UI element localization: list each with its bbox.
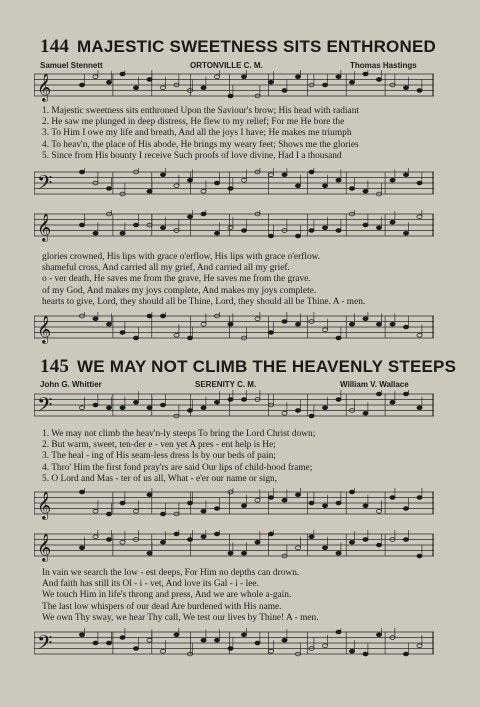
hymn-number: 144 (40, 36, 70, 57)
lyric-line: 1. We may not climb the heav'n-ly steeps To bring the Lord Christ down; (42, 429, 316, 439)
lyric-line: hearts to give, Lord, they should all be Thine, Lord, they should all be Thine. A - men. (42, 296, 366, 307)
staff-system (34, 312, 434, 344)
lyric-line: shameful cross, And carried all my grief, And carried all my grief. (42, 263, 290, 274)
hymn-144-title (40, 36, 470, 58)
hymn-144-verse-lines (42, 106, 442, 162)
author: John G. Whittier (40, 380, 102, 389)
hymn-title-text: WE MAY NOT CLIMB THE HEAVENLY STEEPS (77, 357, 457, 376)
svg-text:𝄢: 𝄢 (37, 631, 53, 659)
hymn-number: 145 (40, 356, 70, 377)
lyric-line: We own Thy sway, we hear Thy call, We test our lives by Thine! A - men. (42, 612, 319, 623)
lyric-line: 4. Thro' Him the first fond pray'rs are said Our lips of child-hood frame; (42, 462, 313, 473)
staff-system (34, 530, 434, 562)
staff-system (34, 70, 434, 102)
author: Samuel Stennett (40, 61, 103, 70)
staff-system (34, 488, 434, 520)
lyric-line: The last low whispers of our dead Are burdened with His name. (42, 601, 282, 612)
lyric-line: glories crowned, His lips with grace o'erflow, His lips with grace o'erflow. (42, 252, 321, 262)
lyric-line: 3. The heal - ing of His seam-less dress Is by our beds of pain; (42, 451, 276, 462)
lyric-line: We touch Him in life's throng and press, And we are whole a-gain. (42, 590, 292, 601)
svg-text:𝄞: 𝄞 (37, 73, 52, 101)
tune-name: SERENITY C. M. (195, 380, 257, 389)
svg-text:𝄢: 𝄢 (37, 393, 53, 421)
staff-system (34, 628, 434, 660)
composer: William V. Wallace (340, 380, 409, 389)
lyric-line: of my God, And makes my joys complete, And makes my joys complete. (42, 285, 317, 296)
composer: Thomas Hastings (350, 61, 417, 70)
staff-system (34, 168, 434, 200)
hymn-144-refrain-lines (42, 252, 442, 308)
lyric-line: 3. To Him I owe my life and breath, And all the joys I have; He makes me triumph (42, 128, 352, 139)
svg-text:𝄞: 𝄞 (37, 533, 52, 561)
lyric-line: In vain we search the low - est deeps, For Him no depths can drown. (42, 568, 300, 578)
lyric-line: 5. Since from His bounty I receive Such proofs of love divine, Had I a thousand (42, 150, 342, 161)
lyric-line: 2. But warm, sweet, ten-der e - ven yet A pres - ent help is He; (42, 440, 276, 451)
tune-name: ORTONVILLE C. M. (190, 61, 263, 70)
lyric-line: And faith has still its Ol - i - vet, And love its Gal - i - lee. (42, 579, 259, 590)
svg-text:𝄞: 𝄞 (37, 491, 52, 519)
hymn-145-title (40, 356, 470, 378)
staff-system (34, 210, 434, 242)
svg-text:𝄢: 𝄢 (37, 171, 53, 199)
lyric-line: 4. To heav'n, the place of His abode, He brings my weary feet; Shows me the glories (42, 139, 359, 150)
hymn-title-text: MAJESTIC SWEETNESS SITS ENTHRONED (77, 37, 436, 56)
svg-text:𝄞: 𝄞 (37, 315, 52, 343)
hymn-145-refrain-lines (42, 568, 442, 624)
lyric-line: o - ver death, He saves me from the grave, He saves me from the grave. (42, 274, 311, 285)
lyric-line: 2. He saw me plunged in deep distress, He flew to my relief; For me He bore the (42, 117, 345, 128)
lyric-line: 5. O Lord and Mas - ter of us all, What - e'er our name or sign, (42, 473, 278, 484)
hymn-145-verse-lines (42, 429, 442, 485)
lyric-line: 1. Majestic sweetness sits enthroned Upon the Saviour's brow; His head with radiant (42, 106, 359, 116)
svg-text:𝄞: 𝄞 (37, 213, 52, 241)
staff-system (34, 390, 434, 422)
